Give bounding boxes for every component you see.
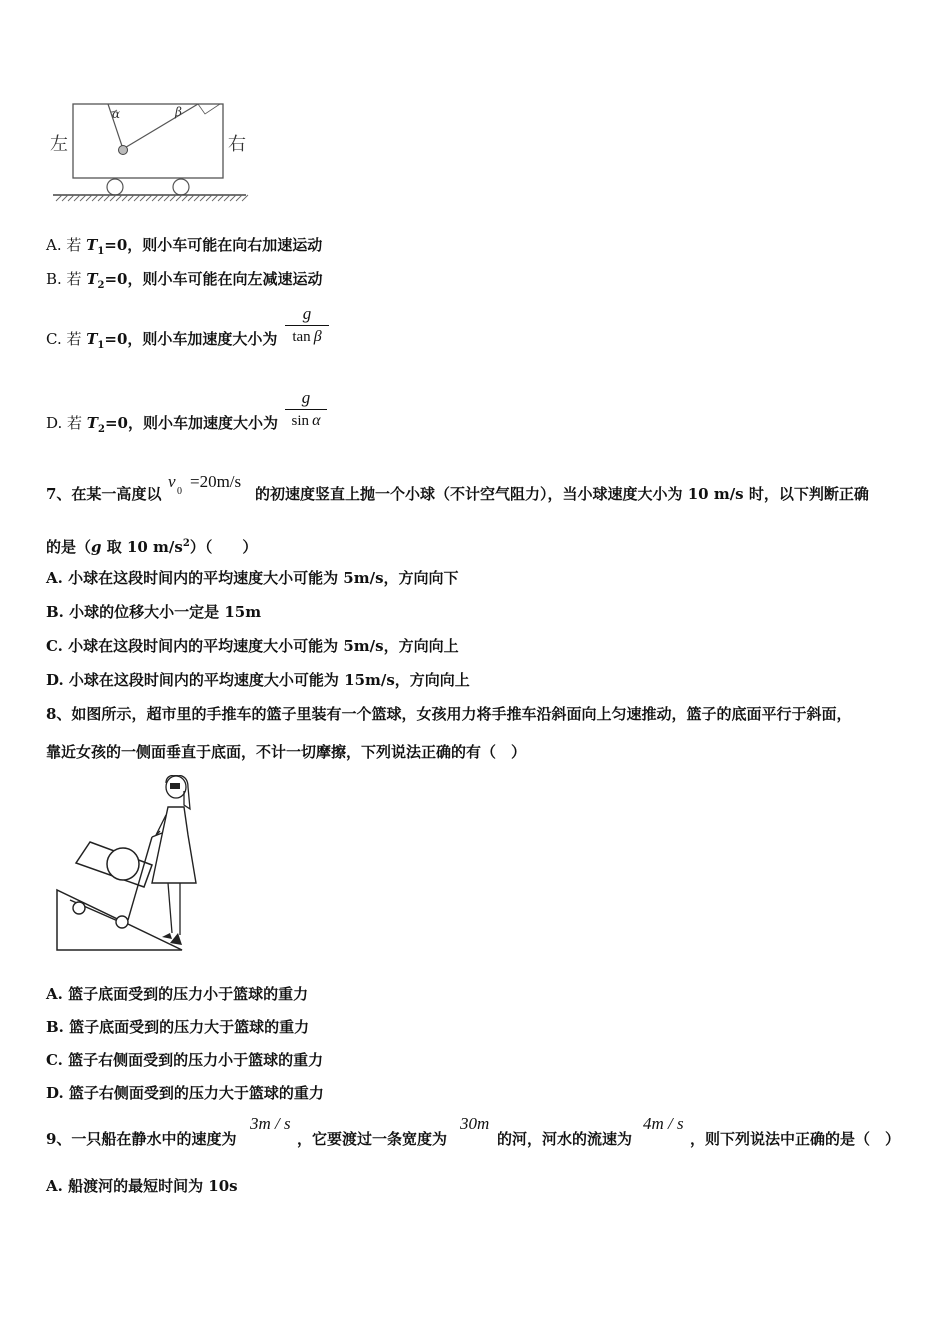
girl-dress bbox=[152, 807, 196, 883]
q7-option-b: B. 小球的位移大小一定是 15m bbox=[46, 603, 262, 621]
q6-option-c: C. 若 $T_1=0$，则小车加速度大小为 bbox=[46, 330, 278, 351]
ground-hatch bbox=[164, 195, 170, 201]
q9-stem-c: 的河，河水的流速为 bbox=[497, 1130, 633, 1148]
ground-hatch bbox=[68, 195, 74, 201]
ground-hatch bbox=[206, 195, 212, 201]
q6-d-fraction: g sin α bbox=[285, 388, 327, 431]
q7-stem-line2: 的是（g 取 10 $m/s^2$）（ ） bbox=[46, 538, 258, 556]
ground-hatch bbox=[62, 195, 68, 201]
q8-stem-line1: 8、如图所示，超市里的手推车的篮子里装有一个篮球，女孩用力将手推车沿斜面向上匀速推动，篮子的底面平行于斜面， bbox=[46, 705, 852, 723]
q8-option-a: A. 篮子底面受到的压力小于篮球的重力 bbox=[46, 985, 309, 1003]
cart-wheel-2 bbox=[116, 916, 128, 928]
q7-stem-line1: 7、在某一高度以 bbox=[46, 485, 162, 503]
cart-body bbox=[73, 104, 223, 178]
ground-hatch bbox=[134, 195, 140, 201]
q7-option-d: D. 小球在这段时间内的平均速度大小可能为 15m/s，方向向上 bbox=[46, 671, 470, 689]
ground-hatch bbox=[194, 195, 200, 201]
q8-option-c: C. 篮子右侧面受到的压力小于篮球的重力 bbox=[46, 1051, 324, 1069]
q8-stem-line2: 靠近女孩的一侧面垂直于底面，不计一切摩擦，下列说法正确的有（ ） bbox=[46, 743, 527, 761]
q6-option-a: A. 若 $T_1=0$，则小车可能在向右加速运动 bbox=[46, 236, 323, 257]
cart-wheel-1 bbox=[73, 902, 85, 914]
ground-hatch bbox=[104, 195, 110, 201]
q6-option-b: B. 若 $T_2=0$，则小车可能在向左减速运动 bbox=[46, 270, 323, 291]
ground-hatch bbox=[242, 195, 248, 201]
q7-v0-sub: 0 bbox=[177, 486, 182, 497]
q9-speed-river: 4m / s bbox=[643, 1114, 684, 1133]
ground-hatch bbox=[74, 195, 80, 201]
q8-option-d: D. 篮子右侧面受到的压力大于篮球的重力 bbox=[46, 1084, 324, 1102]
ground-hatch bbox=[182, 195, 188, 201]
q9-speed-boat: 3m / s bbox=[250, 1114, 291, 1133]
ground-hatch bbox=[128, 195, 134, 201]
ground-hatch bbox=[98, 195, 104, 201]
ground-hatch bbox=[116, 195, 122, 201]
ground-hatch bbox=[146, 195, 152, 201]
string-2 bbox=[123, 104, 198, 149]
ground-hatch bbox=[140, 195, 146, 201]
ground-hatch bbox=[218, 195, 224, 201]
ground-hatch bbox=[122, 195, 128, 201]
q7-option-a: A. 小球在这段时间内的平均速度大小可能为 5m/s，方向向下 bbox=[46, 569, 459, 587]
ground-hatch bbox=[92, 195, 98, 201]
left-label: 左 bbox=[50, 134, 68, 155]
ground-hatch bbox=[236, 195, 242, 201]
q6-option-d: D. 若 $T_2=0$，则小车加速度大小为 bbox=[46, 414, 278, 435]
q8-option-b: B. 篮子底面受到的压力大于篮球的重力 bbox=[46, 1018, 310, 1036]
q7-v0-symbol: v bbox=[168, 472, 176, 491]
right-label: 右 bbox=[228, 134, 246, 155]
q9-stem-a: 9、一只船在静水中的速度为 bbox=[46, 1130, 237, 1148]
ground-hatch bbox=[86, 195, 92, 201]
ground-hatch bbox=[80, 195, 86, 201]
ground-hatch bbox=[170, 195, 176, 201]
ground-hatch bbox=[56, 195, 62, 201]
q7-option-c: C. 小球在这段时间内的平均速度大小可能为 5m/s，方向向上 bbox=[46, 637, 459, 655]
ground-hatch bbox=[212, 195, 218, 201]
cart-pendulum-figure bbox=[48, 98, 258, 208]
ground-hatch bbox=[200, 195, 206, 201]
basketball bbox=[107, 848, 139, 880]
ground-hatch bbox=[152, 195, 158, 201]
q9-stem-b: ，它要渡过一条宽度为 bbox=[297, 1130, 448, 1148]
wheel-right bbox=[173, 179, 189, 195]
q9-option-a: A. 船渡河的最短时间为 10s bbox=[46, 1177, 238, 1195]
q6-c-fraction: g tan β bbox=[285, 304, 329, 347]
q9-stem-d: ，则下列说法中正确的是（ ） bbox=[690, 1130, 901, 1148]
girl-cart-figure bbox=[52, 775, 202, 955]
ground-hatch bbox=[224, 195, 230, 201]
ground-hatch bbox=[110, 195, 116, 201]
ground-hatch bbox=[230, 195, 236, 201]
ground-hatch bbox=[158, 195, 164, 201]
q9-width: 30m bbox=[460, 1114, 490, 1133]
wheel-left bbox=[107, 179, 123, 195]
q7-stem-line1b: 的初速度竖直上抛一个小球（不计空气阻力），当小球速度大小为 10 m/s 时，以下判断正确 bbox=[255, 485, 869, 503]
q7-v0-value: =20m/s bbox=[190, 472, 242, 491]
ground-hatch bbox=[188, 195, 194, 201]
beta-label: β bbox=[175, 105, 182, 119]
alpha-label: α bbox=[112, 107, 121, 121]
ground-hatch bbox=[176, 195, 182, 201]
pendulum-ball bbox=[119, 146, 128, 155]
